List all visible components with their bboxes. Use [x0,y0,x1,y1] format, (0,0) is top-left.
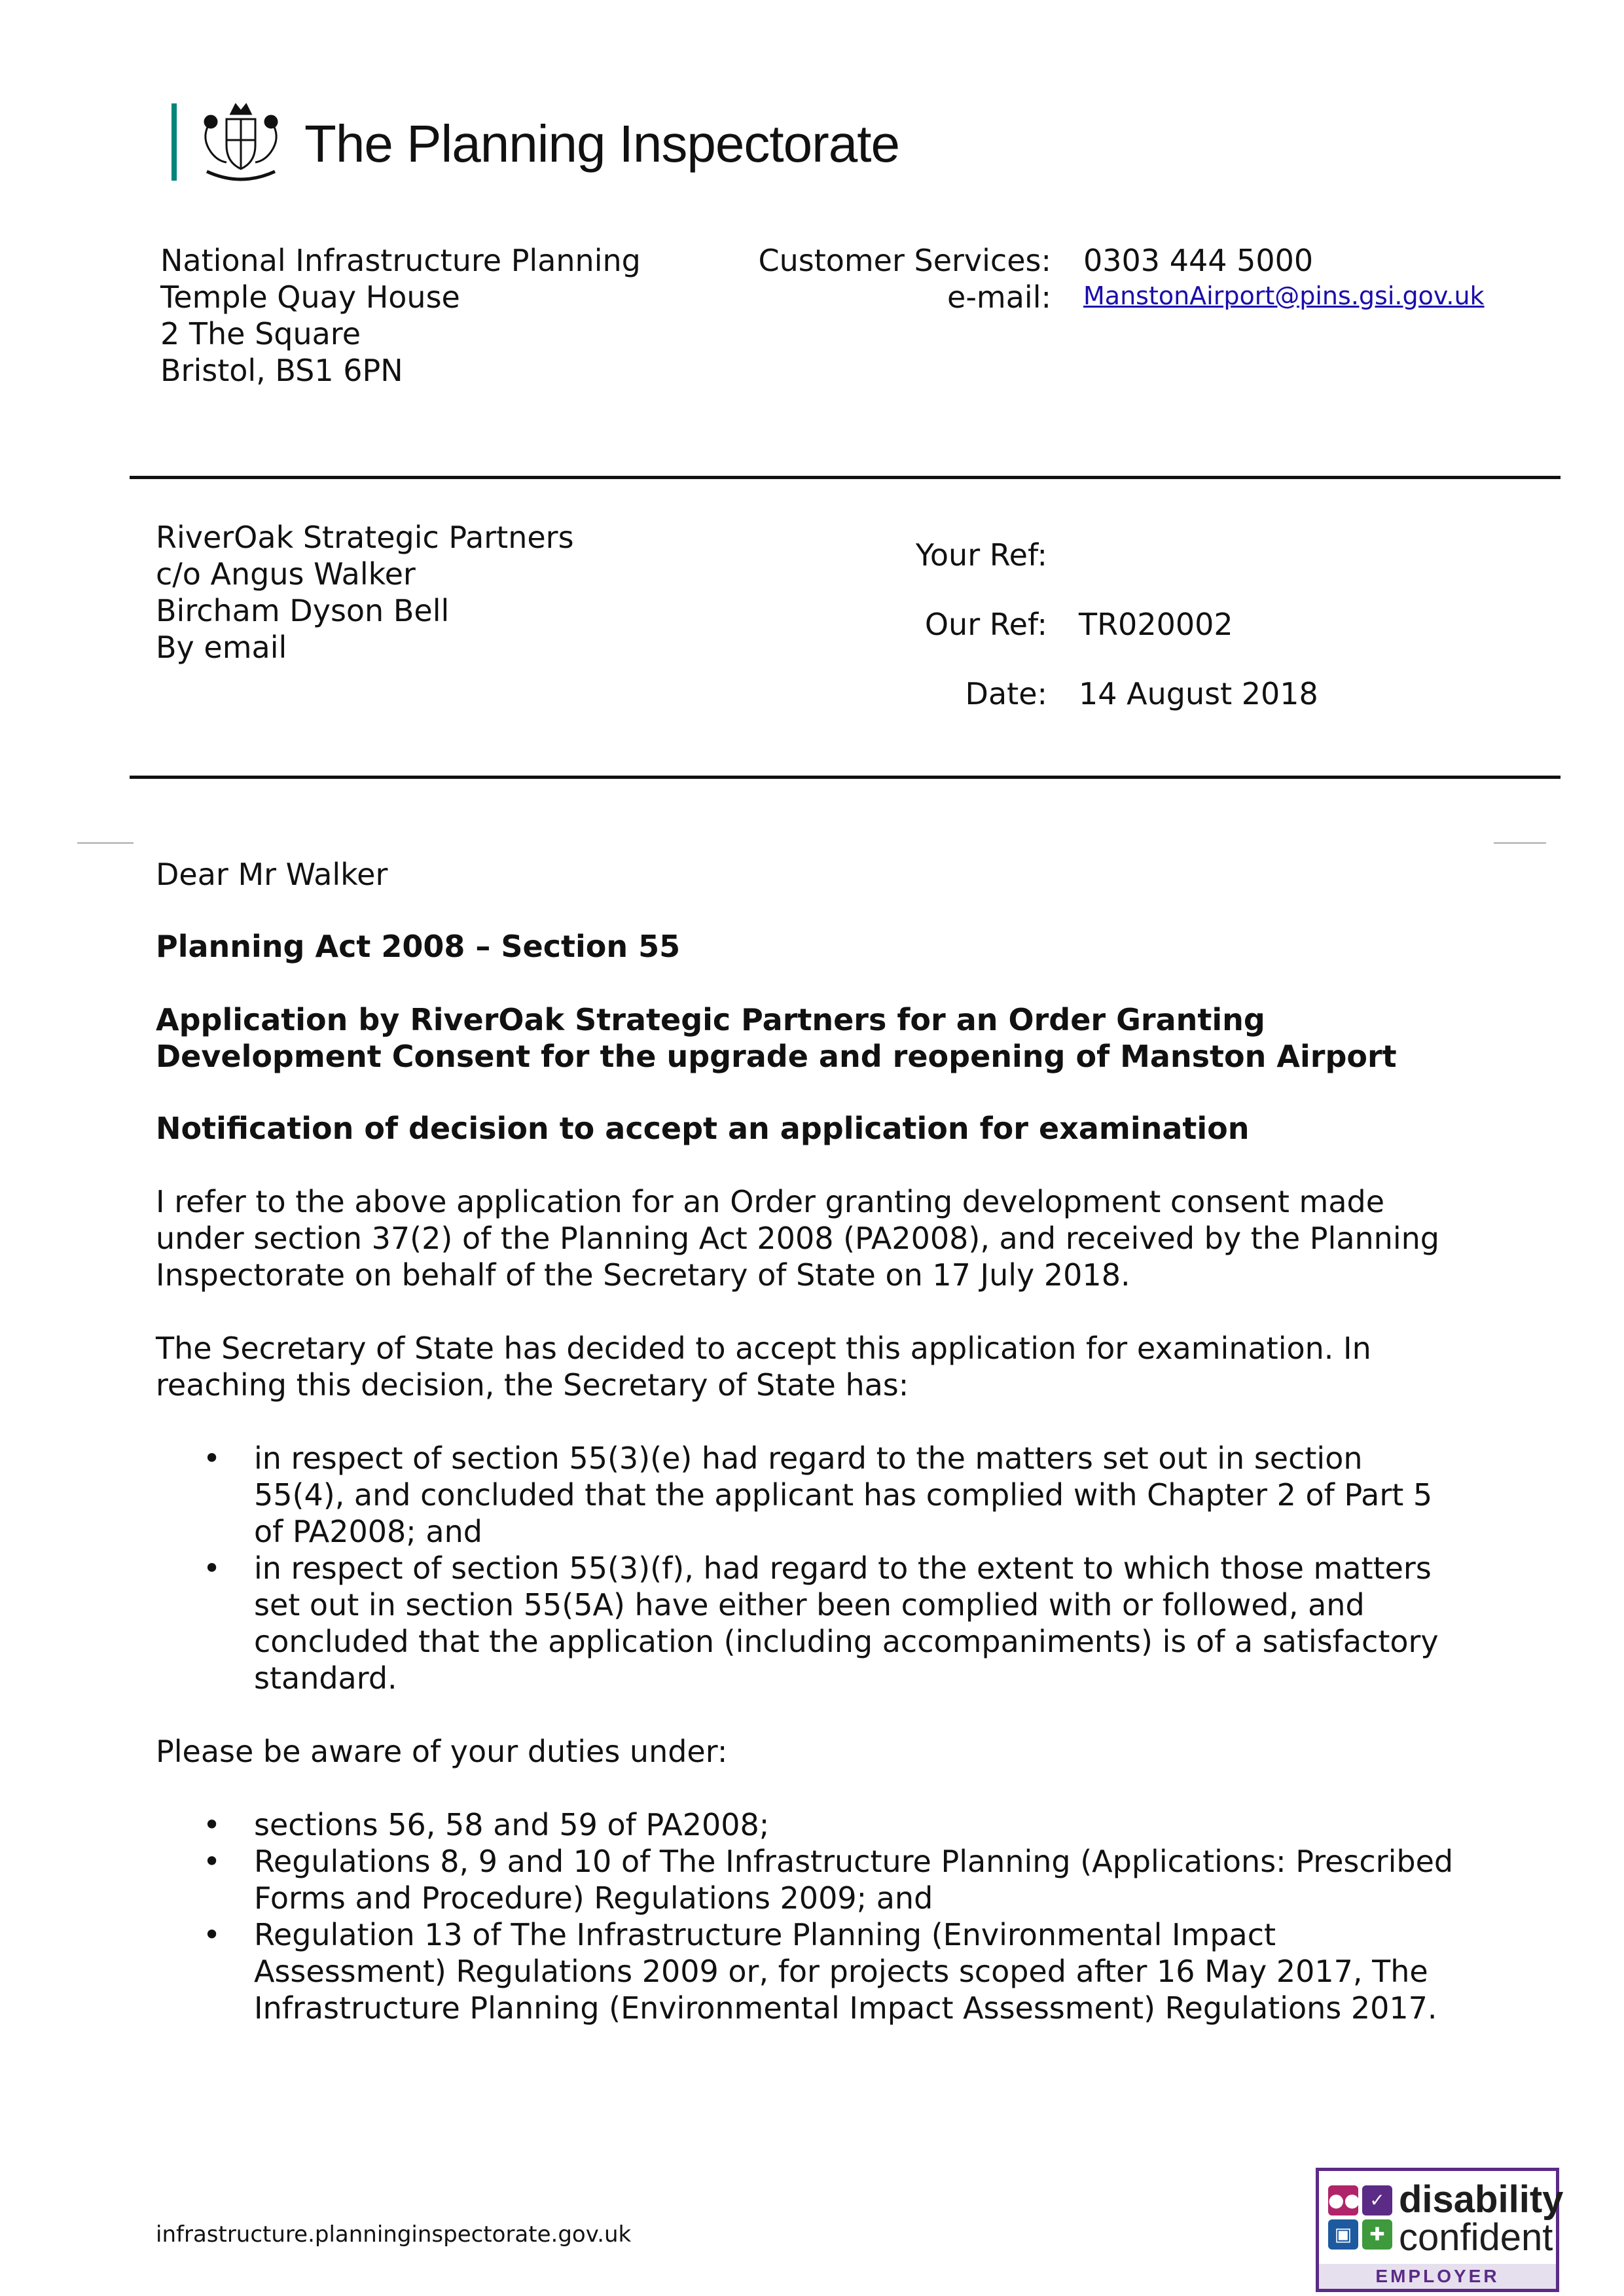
your-ref-label: Your Ref: [915,537,1047,573]
bullet2-3-line-2: Assessment) Regulations 2009 or, for projects scoped after 16 May 2017, The [254,1954,1428,1989]
customer-services-phone: 0303 444 5000 [1083,243,1314,278]
bullet1-2-line-1: in respect of section 55(3)(f), had regard to the extent to which those matters [254,1551,1432,1586]
para3: Please be aware of your duties under: [156,1734,728,1769]
lock-icon: ▣ [1328,2219,1358,2250]
sender-address-line-4: Bristol, BS1 6PN [160,353,403,388]
sender-address-line-2: Temple Quay House [160,279,460,315]
bullet1-2-line-3: concluded that the application (including accompaniments) is of a satisfactory [254,1624,1439,1659]
badge-word-employer: EMPLOYER [1319,2264,1556,2289]
bullet-marker: • [203,1844,221,1879]
salutation: Dear Mr Walker [156,857,388,892]
para1-line-3: Inspectorate on behalf of the Secretary of State on 17 July 2018. [156,1257,1130,1293]
email-link[interactable]: ManstonAirport@pins.gsi.gov.uk [1083,281,1485,310]
heading-application-line-1: Application by RiverOak Strategic Partners for an Order Granting [156,1002,1265,1037]
recipient-line-4: By email [156,630,287,665]
check-icon: ✓ [1362,2185,1392,2215]
bullet1-1-line-2: 55(4), and concluded that the applicant has complied with Chapter 2 of Part 5 [254,1477,1433,1513]
recipient-divider [130,776,1561,779]
bullet1-2-line-2: set out in section 55(5A) have either been complied with or followed, and [254,1587,1365,1623]
bullet-marker: • [203,1917,221,1952]
bullet-marker: • [203,1807,221,1842]
para2-line-2: reaching this decision, the Secretary of State has: [156,1367,909,1403]
heading-notification: Notification of decision to accept an application for examination [156,1111,1250,1146]
customer-services-label: Customer Services: [758,243,1051,278]
puzzle-icon: ✚ [1362,2219,1392,2250]
brand-name: The Planning Inspectorate [304,115,899,173]
bullet2-2-line-2: Forms and Procedure) Regulations 2009; and [254,1880,933,1916]
fold-mark-left [77,842,134,844]
our-ref-value: TR020002 [1079,607,1233,642]
badge-word-disability: disability [1399,2178,1564,2221]
date-value: 14 August 2018 [1079,676,1318,711]
para2-line-1: The Secretary of State has decided to accept this application for examination. In [156,1331,1371,1366]
sender-address-line-1: National Infrastructure Planning [160,243,641,278]
recipient-line-1: RiverOak Strategic Partners [156,520,574,555]
badge-word-confident: confident [1399,2216,1553,2259]
bullet2-2-line-1: Regulations 8, 9 and 10 of The Infrastructure Planning (Applications: Prescribed [254,1844,1454,1879]
heading-application-line-2: Development Consent for the upgrade and reopening of Manston Airport [156,1039,1397,1074]
bullet1-2-line-4: standard. [254,1660,397,1696]
email-label: e-mail: [947,279,1051,315]
bullet-marker: • [203,1441,221,1476]
date-label: Date: [965,676,1047,711]
logo-accent-bar [171,103,177,181]
heading-act: Planning Act 2008 – Section 55 [156,929,681,964]
header-divider [130,476,1561,479]
our-ref-label: Our Ref: [924,607,1047,642]
para1-line-2: under section 37(2) of the Planning Act 2008 (PA2008), and received by the Planning [156,1221,1439,1256]
recipient-line-2: c/o Angus Walker [156,556,416,592]
bullet2-3-line-3: Infrastructure Planning (Environmental Impact Assessment) Regulations 2017. [254,1990,1437,2026]
para1-line-1: I refer to the above application for an Order granting development consent made [156,1184,1385,1219]
people-icon: ●● [1328,2185,1358,2215]
sender-address-line-3: 2 The Square [160,316,361,351]
footer-url: infrastructure.planninginspectorate.gov.uk [156,2221,632,2248]
disability-confident-badge-icon [1316,2168,1564,2292]
fold-mark-right [1494,842,1546,844]
bullet1-1-line-1: in respect of section 55(3)(e) had regard to the matters set out in section [254,1441,1363,1476]
bullet2-3-line-1: Regulation 13 of The Infrastructure Planning (Environmental Impact [254,1917,1276,1952]
bullet2-1-line-1: sections 56, 58 and 59 of PA2008; [254,1807,770,1842]
recipient-line-3: Bircham Dyson Bell [156,593,450,628]
royal-crest-icon [195,99,287,185]
bullet1-1-line-3: of PA2008; and [254,1514,482,1549]
bullet-marker: • [203,1551,221,1586]
